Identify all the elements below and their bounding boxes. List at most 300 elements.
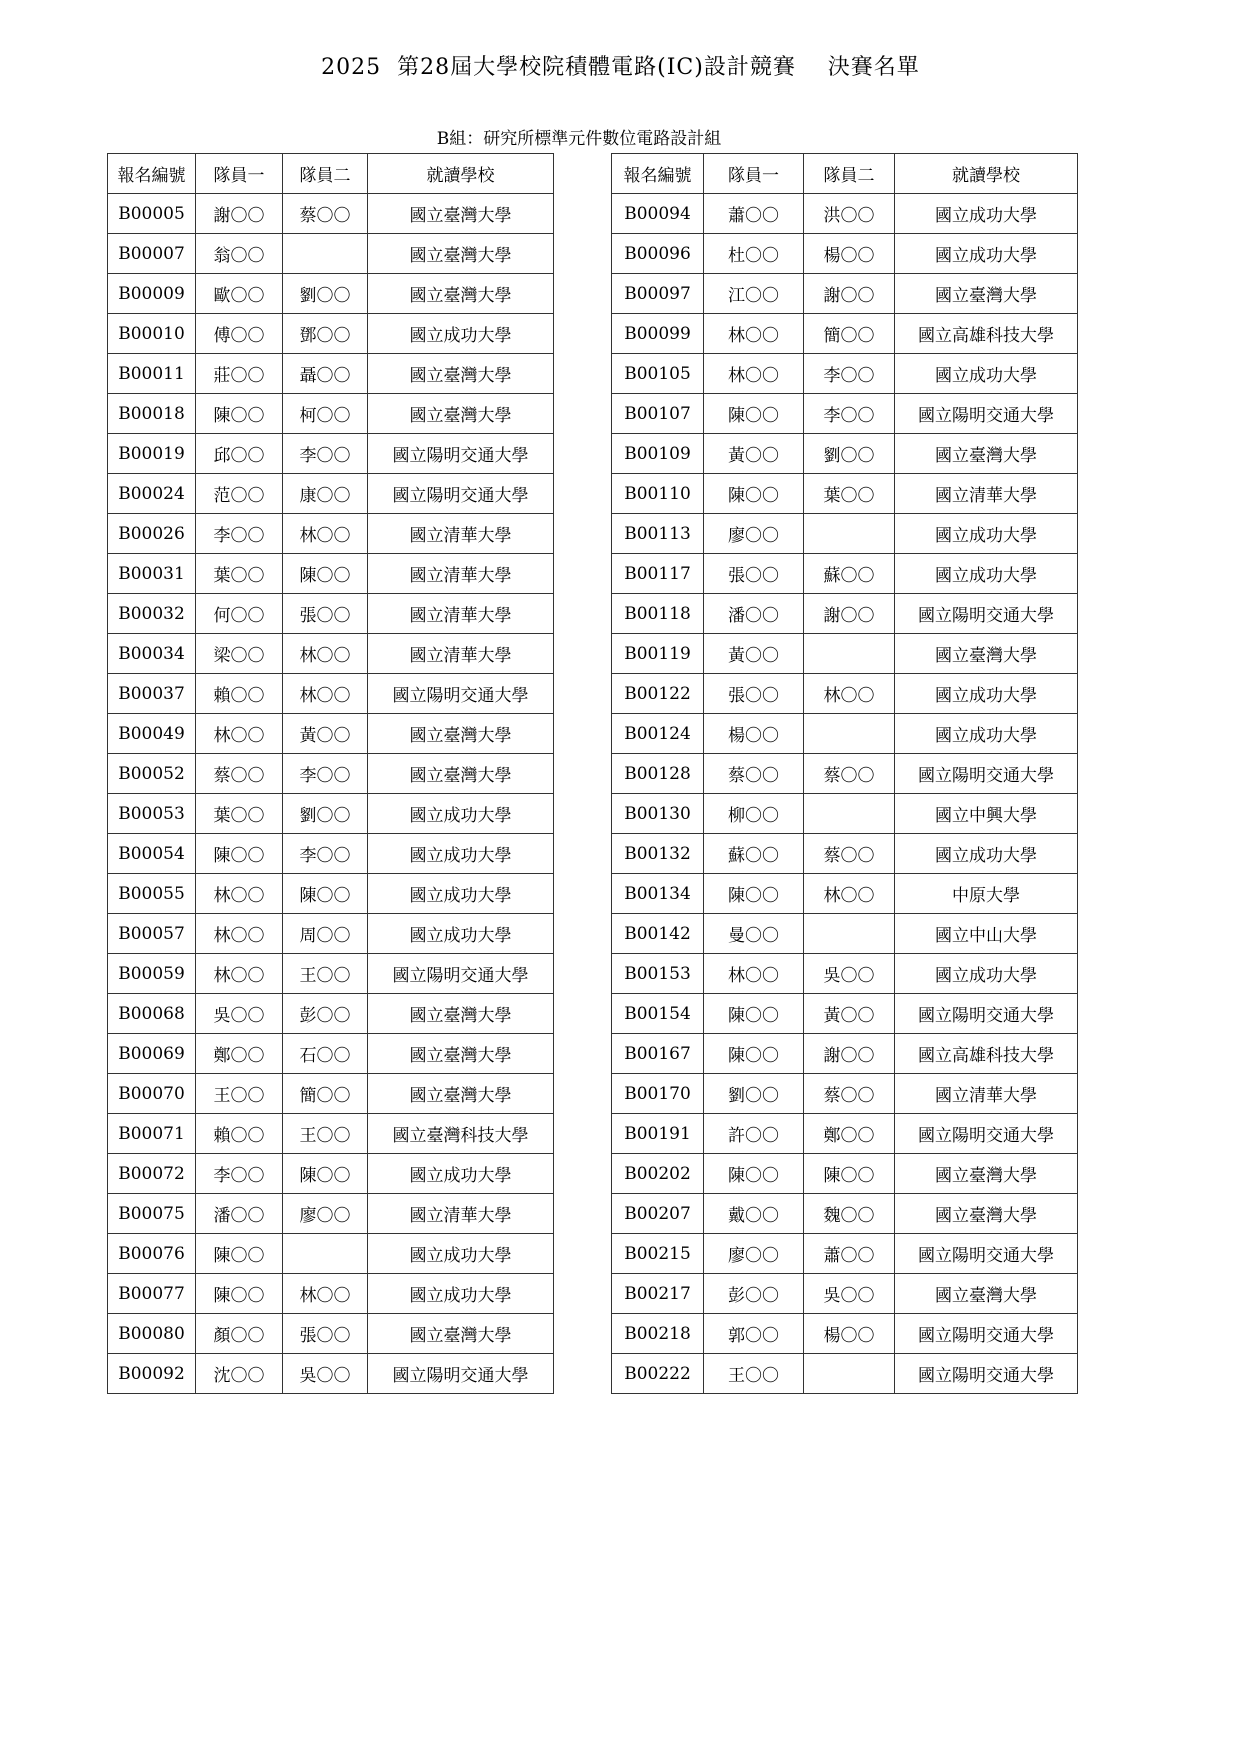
cell-school: 國立陽明交通大學 [895,1234,1078,1274]
table-row [612,1074,1078,1114]
table-row [612,914,1078,954]
cell-school: 國立清華大學 [368,554,554,594]
cell-school: 國立臺灣大學 [368,394,554,434]
cell-member-two: 劉〇〇 [283,794,368,834]
cell-member-one: 林〇〇 [704,354,804,394]
cell-member-two: 林〇〇 [804,674,895,714]
cell-member-one: 葉〇〇 [196,554,283,594]
roster-table-right [611,153,1078,1394]
cell-school: 國立臺灣大學 [368,234,554,274]
cell-registration-id: B00132 [612,834,704,874]
cell-member-one: 陳〇〇 [704,1034,804,1074]
cell-registration-id: B00019 [108,434,196,474]
cell-school: 國立臺灣大學 [368,714,554,754]
table-row [612,474,1078,514]
table-row [612,1154,1078,1194]
cell-school: 國立臺灣大學 [368,194,554,234]
cell-member-two [283,234,368,274]
cell-school: 國立成功大學 [368,794,554,834]
cell-school: 國立陽明交通大學 [895,754,1078,794]
cell-member-one: 范〇〇 [196,474,283,514]
cell-member-two [804,794,895,834]
table-row [612,1354,1078,1394]
cell-member-two: 劉〇〇 [804,434,895,474]
cell-registration-id: B00119 [612,634,704,674]
cell-school: 國立臺灣大學 [368,354,554,394]
cell-school: 國立成功大學 [368,1154,554,1194]
cell-member-one: 梁〇〇 [196,634,283,674]
cell-member-one: 林〇〇 [196,874,283,914]
table-row [612,594,1078,634]
cell-registration-id: B00118 [612,594,704,634]
header-registration-id: 報名編號 [612,154,704,194]
table-row [108,594,554,634]
cell-member-two: 王〇〇 [283,954,368,994]
cell-school: 國立陽明交通大學 [368,1354,554,1394]
cell-school: 國立成功大學 [895,514,1078,554]
cell-registration-id: B00142 [612,914,704,954]
cell-registration-id: B00154 [612,994,704,1034]
cell-member-one: 蔡〇〇 [196,754,283,794]
cell-member-one: 柳〇〇 [704,794,804,834]
cell-registration-id: B00128 [612,754,704,794]
cell-member-one: 張〇〇 [704,554,804,594]
cell-member-two: 吳〇〇 [804,1274,895,1314]
cell-school: 國立成功大學 [895,714,1078,754]
cell-member-one: 何〇〇 [196,594,283,634]
cell-school: 國立陽明交通大學 [895,1114,1078,1154]
cell-member-two: 謝〇〇 [804,1034,895,1074]
table-row [612,674,1078,714]
cell-registration-id: B00170 [612,1074,704,1114]
table-row [108,714,554,754]
cell-member-one: 顏〇〇 [196,1314,283,1354]
cell-member-one: 翁〇〇 [196,234,283,274]
cell-member-two: 蔡〇〇 [283,194,368,234]
table-row [108,834,554,874]
cell-member-two: 簡〇〇 [283,1074,368,1114]
cell-school: 國立陽明交通大學 [368,674,554,714]
table-row [108,1194,554,1234]
table-row [108,1074,554,1114]
cell-registration-id: B00052 [108,754,196,794]
cell-school: 國立清華大學 [895,474,1078,514]
cell-member-one: 賴〇〇 [196,1114,283,1154]
table-row [108,434,554,474]
table-header-row [612,154,1078,194]
cell-member-two: 石〇〇 [283,1034,368,1074]
cell-member-two: 陳〇〇 [283,554,368,594]
cell-member-two: 柯〇〇 [283,394,368,434]
cell-school: 國立成功大學 [895,354,1078,394]
cell-member-two: 李〇〇 [804,394,895,434]
cell-member-one: 李〇〇 [196,1154,283,1194]
cell-school: 國立成功大學 [368,1234,554,1274]
cell-member-two [804,514,895,554]
cell-registration-id: B00077 [108,1274,196,1314]
cell-member-two: 林〇〇 [283,1274,368,1314]
cell-member-one: 李〇〇 [196,514,283,554]
header-member-one: 隊員一 [704,154,804,194]
cell-member-two: 鄧〇〇 [283,314,368,354]
cell-registration-id: B00075 [108,1194,196,1234]
cell-school: 國立臺灣大學 [368,1314,554,1354]
cell-registration-id: B00005 [108,194,196,234]
cell-school: 國立清華大學 [368,634,554,674]
cell-member-one: 楊〇〇 [704,714,804,754]
cell-school: 國立高雄科技大學 [895,1034,1078,1074]
cell-registration-id: B00094 [612,194,704,234]
cell-member-two: 李〇〇 [283,834,368,874]
cell-member-one: 林〇〇 [196,714,283,754]
cell-member-two: 謝〇〇 [804,274,895,314]
cell-member-one: 王〇〇 [704,1354,804,1394]
cell-registration-id: B00072 [108,1154,196,1194]
cell-member-one: 邱〇〇 [196,434,283,474]
cell-registration-id: B00092 [108,1354,196,1394]
cell-member-two: 張〇〇 [283,594,368,634]
cell-member-two: 黃〇〇 [804,994,895,1034]
cell-school: 國立清華大學 [895,1074,1078,1114]
cell-school: 國立成功大學 [895,234,1078,274]
cell-member-two: 林〇〇 [804,874,895,914]
table-row [108,354,554,394]
table-row [108,234,554,274]
table-row [612,834,1078,874]
cell-registration-id: B00059 [108,954,196,994]
cell-member-two: 葉〇〇 [804,474,895,514]
cell-member-two: 彭〇〇 [283,994,368,1034]
cell-member-one: 黃〇〇 [704,634,804,674]
cell-registration-id: B00134 [612,874,704,914]
cell-school: 國立臺灣大學 [895,634,1078,674]
cell-registration-id: B00130 [612,794,704,834]
cell-member-one: 陳〇〇 [196,1234,283,1274]
table-row [108,754,554,794]
page-title: 2025 第28屆大學校院積體電路(IC)設計競賽 決賽名單 [321,55,920,80]
table-row [108,314,554,354]
table-row [108,994,554,1034]
cell-school: 國立陽明交通大學 [368,954,554,994]
cell-registration-id: B00097 [612,274,704,314]
cell-member-two: 吳〇〇 [283,1354,368,1394]
cell-school: 國立清華大學 [368,514,554,554]
table-row [612,314,1078,354]
cell-school: 國立臺灣科技大學 [368,1114,554,1154]
cell-member-two: 陳〇〇 [283,1154,368,1194]
group-title: B組：研究所標準元件數位電路設計組 [436,129,722,149]
cell-registration-id: B00099 [612,314,704,354]
cell-registration-id: B00076 [108,1234,196,1274]
cell-member-two: 林〇〇 [283,674,368,714]
header-school: 就讀學校 [895,154,1078,194]
cell-member-one: 林〇〇 [196,954,283,994]
header-school: 就讀學校 [368,154,554,194]
cell-school: 國立中山大學 [895,914,1078,954]
cell-registration-id: B00034 [108,634,196,674]
cell-registration-id: B00069 [108,1034,196,1074]
cell-member-two: 張〇〇 [283,1314,368,1354]
cell-school: 國立中興大學 [895,794,1078,834]
cell-school: 國立陽明交通大學 [368,434,554,474]
cell-member-one: 鄭〇〇 [196,1034,283,1074]
cell-registration-id: B00053 [108,794,196,834]
table-row [612,434,1078,474]
cell-member-two: 陳〇〇 [283,874,368,914]
cell-registration-id: B00110 [612,474,704,514]
cell-school: 國立臺灣大學 [895,1194,1078,1234]
cell-school: 國立臺灣大學 [368,754,554,794]
cell-member-two: 聶〇〇 [283,354,368,394]
cell-member-one: 彭〇〇 [704,1274,804,1314]
cell-registration-id: B00026 [108,514,196,554]
table-row [108,1154,554,1194]
table-row [612,1274,1078,1314]
cell-registration-id: B00222 [612,1354,704,1394]
cell-member-one: 蔡〇〇 [704,754,804,794]
cell-member-one: 張〇〇 [704,674,804,714]
cell-member-one: 潘〇〇 [704,594,804,634]
cell-member-two: 康〇〇 [283,474,368,514]
cell-member-one: 許〇〇 [704,1114,804,1154]
cell-member-one: 沈〇〇 [196,1354,283,1394]
cell-school: 國立成功大學 [368,914,554,954]
cell-member-one: 陳〇〇 [704,994,804,1034]
cell-registration-id: B00207 [612,1194,704,1234]
cell-registration-id: B00031 [108,554,196,594]
cell-member-one: 林〇〇 [704,314,804,354]
table-row [108,1114,554,1154]
cell-member-one: 曼〇〇 [704,914,804,954]
cell-school: 國立臺灣大學 [368,1074,554,1114]
cell-member-two: 廖〇〇 [283,1194,368,1234]
table-row [612,1034,1078,1074]
cell-school: 國立成功大學 [895,554,1078,594]
header-registration-id: 報名編號 [108,154,196,194]
header-member-two: 隊員二 [283,154,368,194]
cell-member-two: 林〇〇 [283,634,368,674]
cell-registration-id: B00113 [612,514,704,554]
table-row [108,674,554,714]
table-row [108,634,554,674]
cell-member-one: 戴〇〇 [704,1194,804,1234]
cell-school: 國立成功大學 [368,874,554,914]
cell-member-two [283,1234,368,1274]
cell-registration-id: B00107 [612,394,704,434]
cell-member-one: 蘇〇〇 [704,834,804,874]
cell-member-two: 蘇〇〇 [804,554,895,594]
cell-member-one: 蕭〇〇 [704,194,804,234]
cell-member-two: 李〇〇 [283,434,368,474]
roster-body-right [612,194,1078,1394]
cell-member-two: 鄭〇〇 [804,1114,895,1154]
cell-registration-id: B00215 [612,1234,704,1274]
cell-registration-id: B00153 [612,954,704,994]
cell-registration-id: B00191 [612,1114,704,1154]
cell-registration-id: B00010 [108,314,196,354]
table-row [612,994,1078,1034]
cell-school: 國立陽明交通大學 [895,994,1078,1034]
cell-member-one: 廖〇〇 [704,514,804,554]
cell-member-two [804,714,895,754]
cell-registration-id: B00018 [108,394,196,434]
cell-school: 國立陽明交通大學 [895,594,1078,634]
table-row [108,394,554,434]
cell-member-one: 陳〇〇 [704,874,804,914]
cell-member-two [804,1354,895,1394]
table-row [108,514,554,554]
cell-school: 國立成功大學 [368,834,554,874]
cell-member-two [804,634,895,674]
cell-registration-id: B00054 [108,834,196,874]
table-row [612,1314,1078,1354]
cell-member-two: 簡〇〇 [804,314,895,354]
cell-registration-id: B00080 [108,1314,196,1354]
header-member-one: 隊員一 [196,154,283,194]
cell-member-one: 傅〇〇 [196,314,283,354]
cell-school: 國立臺灣大學 [895,274,1078,314]
cell-registration-id: B00024 [108,474,196,514]
cell-registration-id: B00037 [108,674,196,714]
cell-member-one: 陳〇〇 [196,834,283,874]
cell-registration-id: B00055 [108,874,196,914]
cell-member-two: 蕭〇〇 [804,1234,895,1274]
cell-member-two: 洪〇〇 [804,194,895,234]
table-row [612,714,1078,754]
table-row [612,874,1078,914]
table-row [108,1234,554,1274]
cell-registration-id: B00167 [612,1034,704,1074]
cell-registration-id: B00217 [612,1274,704,1314]
cell-registration-id: B00071 [108,1114,196,1154]
cell-registration-id: B00202 [612,1154,704,1194]
table-row [108,1274,554,1314]
cell-registration-id: B00105 [612,354,704,394]
cell-registration-id: B00007 [108,234,196,274]
table-row [612,794,1078,834]
cell-school: 國立清華大學 [368,594,554,634]
roster-table-left [107,153,554,1394]
table-row [108,554,554,594]
cell-member-one: 陳〇〇 [704,394,804,434]
cell-registration-id: B00057 [108,914,196,954]
cell-member-one: 陳〇〇 [196,394,283,434]
cell-registration-id: B00070 [108,1074,196,1114]
cell-member-one: 莊〇〇 [196,354,283,394]
cell-member-one: 廖〇〇 [704,1234,804,1274]
cell-registration-id: B00122 [612,674,704,714]
table-row [612,1194,1078,1234]
cell-school: 國立陽明交通大學 [368,474,554,514]
table-row [108,194,554,234]
cell-member-one: 林〇〇 [196,914,283,954]
cell-member-one: 葉〇〇 [196,794,283,834]
cell-school: 國立成功大學 [368,314,554,354]
cell-member-one: 潘〇〇 [196,1194,283,1234]
cell-school: 國立成功大學 [895,194,1078,234]
cell-school: 中原大學 [895,874,1078,914]
cell-member-one: 賴〇〇 [196,674,283,714]
cell-member-two: 陳〇〇 [804,1154,895,1194]
table-row [108,1354,554,1394]
table-row [108,274,554,314]
header-member-two: 隊員二 [804,154,895,194]
table-row [108,794,554,834]
table-row [612,354,1078,394]
cell-member-two: 黃〇〇 [283,714,368,754]
cell-registration-id: B00218 [612,1314,704,1354]
cell-member-one: 江〇〇 [704,274,804,314]
table-row [108,1314,554,1354]
cell-member-two: 魏〇〇 [804,1194,895,1234]
table-row [612,954,1078,994]
cell-member-two: 楊〇〇 [804,1314,895,1354]
table-row [612,1234,1078,1274]
table-row [612,1114,1078,1154]
table-row [612,274,1078,314]
roster-body-left [108,194,554,1394]
table-row [108,914,554,954]
cell-member-one: 郭〇〇 [704,1314,804,1354]
cell-registration-id: B00068 [108,994,196,1034]
table-row [108,474,554,514]
cell-school: 國立臺灣大學 [368,274,554,314]
cell-member-one: 杜〇〇 [704,234,804,274]
table-row [108,874,554,914]
cell-member-two: 林〇〇 [283,514,368,554]
cell-member-one: 陳〇〇 [704,474,804,514]
cell-member-two: 楊〇〇 [804,234,895,274]
table-row [612,194,1078,234]
table-row [612,754,1078,794]
cell-school: 國立臺灣大學 [368,1034,554,1074]
cell-member-one: 王〇〇 [196,1074,283,1114]
cell-registration-id: B00009 [108,274,196,314]
cell-school: 國立高雄科技大學 [895,314,1078,354]
cell-member-two [804,914,895,954]
table-row [612,234,1078,274]
table-row [612,634,1078,674]
cell-member-one: 黃〇〇 [704,434,804,474]
cell-school: 國立臺灣大學 [895,1274,1078,1314]
cell-school: 國立成功大學 [368,1274,554,1314]
cell-school: 國立成功大學 [895,674,1078,714]
cell-member-two: 謝〇〇 [804,594,895,634]
cell-member-one: 陳〇〇 [196,1274,283,1314]
cell-member-one: 林〇〇 [704,954,804,994]
cell-member-two: 李〇〇 [804,354,895,394]
cell-school: 國立陽明交通大學 [895,394,1078,434]
cell-school: 國立臺灣大學 [368,994,554,1034]
cell-member-two: 吳〇〇 [804,954,895,994]
cell-registration-id: B00049 [108,714,196,754]
cell-member-two: 劉〇〇 [283,274,368,314]
cell-registration-id: B00124 [612,714,704,754]
cell-member-one: 歐〇〇 [196,274,283,314]
table-row [612,554,1078,594]
cell-member-one: 謝〇〇 [196,194,283,234]
cell-school: 國立臺灣大學 [895,434,1078,474]
cell-school: 國立陽明交通大學 [895,1314,1078,1354]
cell-registration-id: B00117 [612,554,704,594]
table-row [612,394,1078,434]
cell-registration-id: B00011 [108,354,196,394]
cell-member-two: 李〇〇 [283,754,368,794]
table-row [108,954,554,994]
cell-school: 國立成功大學 [895,834,1078,874]
cell-member-one: 劉〇〇 [704,1074,804,1114]
cell-member-two: 蔡〇〇 [804,754,895,794]
